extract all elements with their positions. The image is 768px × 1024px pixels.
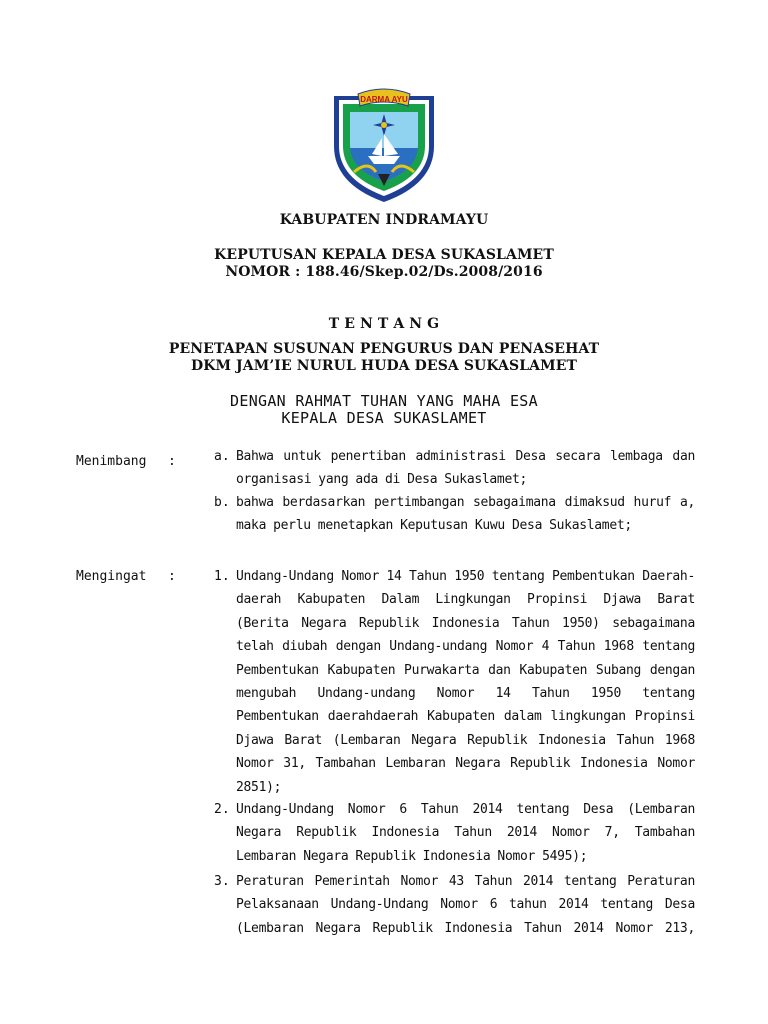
decree-title: KEPUTUSAN KEPALA DESA SUKASLAMET bbox=[214, 247, 554, 263]
subject-line-1: PENETAPAN SUSUNAN PENGURUS DAN PENASEHAT bbox=[168, 341, 600, 357]
menimbang-colon: : bbox=[168, 454, 176, 469]
mengingat-item-2-text: Undang-Undang Nomor 6 Tahun 2014 tentang Desa (Lembaran Negara Republik Indonesia Tahun 2014 Nomor 7, Tambahan Lembaran Negara Republik Indonesia Nomor 5495); bbox=[236, 802, 695, 864]
invocation-line-2: KEPALA DESA SUKASLAMET bbox=[281, 409, 487, 427]
about-heading: T E N T A N G bbox=[328, 316, 440, 332]
menimbang-item-b-marker: b. bbox=[214, 495, 230, 510]
mengingat-item-3-marker: 3. bbox=[214, 874, 230, 889]
subject-line-2: DKM JAM’IE NURUL HUDA DESA SUKASLAMET bbox=[190, 358, 578, 374]
mengingat-label: Mengingat bbox=[76, 569, 147, 584]
mengingat-colon: : bbox=[168, 569, 176, 584]
kabupaten-indramayu-logo bbox=[328, 86, 440, 204]
invocation-line-1: DENGAN RAHMAT TUHAN YANG MAHA ESA bbox=[230, 392, 538, 410]
decree-number: NOMOR : 188.46/Skep.02/Ds.2008/2016 bbox=[225, 264, 543, 280]
menimbang-label: Menimbang bbox=[76, 454, 147, 469]
menimbang-item-a-marker: a. bbox=[214, 449, 230, 464]
mengingat-item-3-text: Peraturan Pemerintah Nomor 43 Tahun 2014 tentang Peraturan Pelaksanaan Undang-Undang Nomor 6 tahun 2014 tentang Desa (Lembaran Negara Republik Indonesia Tahun 2014 Nomor 213, bbox=[236, 874, 695, 936]
menimbang-item-a-text: Bahwa untuk penertiban administrasi Desa secara lembaga dan organisasi yang ada di Desa Sukaslamet; bbox=[236, 449, 695, 488]
regency-title: KABUPATEN INDRAMAYU bbox=[279, 212, 489, 228]
menimbang-item-b-text: bahwa berdasarkan pertimbangan sebagaimana dimaksud huruf a, maka perlu menetapkan Keputusan Kuwu Desa Sukaslamet; bbox=[236, 495, 695, 534]
mengingat-item-1-text: Undang-Undang Nomor 14 Tahun 1950 tentang Pembentukan Daerah-daerah Kabupaten Dalam Lingkungan Propinsi Djawa Barat (Berita Negara Republik Indonesia Tahun 1950) sebagaimana telah diubah dengan Undang-undang Nomor 4 Tahun 1968 tentang Pembentukan Kabupaten Purwakarta dan Kabupaten Subang dengan mengubah Undang-undang Nomor 14 Tahun 1950 tentang Pembentukan daerahdaerah Kabupaten dalam lingkungan Propinsi Djawa Barat (Lembaran Negara Republik Indonesia Tahun 1968 Nomor 31, Tambahan Lembaran Negara Republik Indonesia Nomor 2851); bbox=[236, 569, 695, 795]
logo-banner-text: DARMA AYU bbox=[360, 95, 408, 104]
mengingat-item-2-marker: 2. bbox=[214, 802, 230, 817]
mengingat-item-1-marker: 1. bbox=[214, 569, 230, 584]
